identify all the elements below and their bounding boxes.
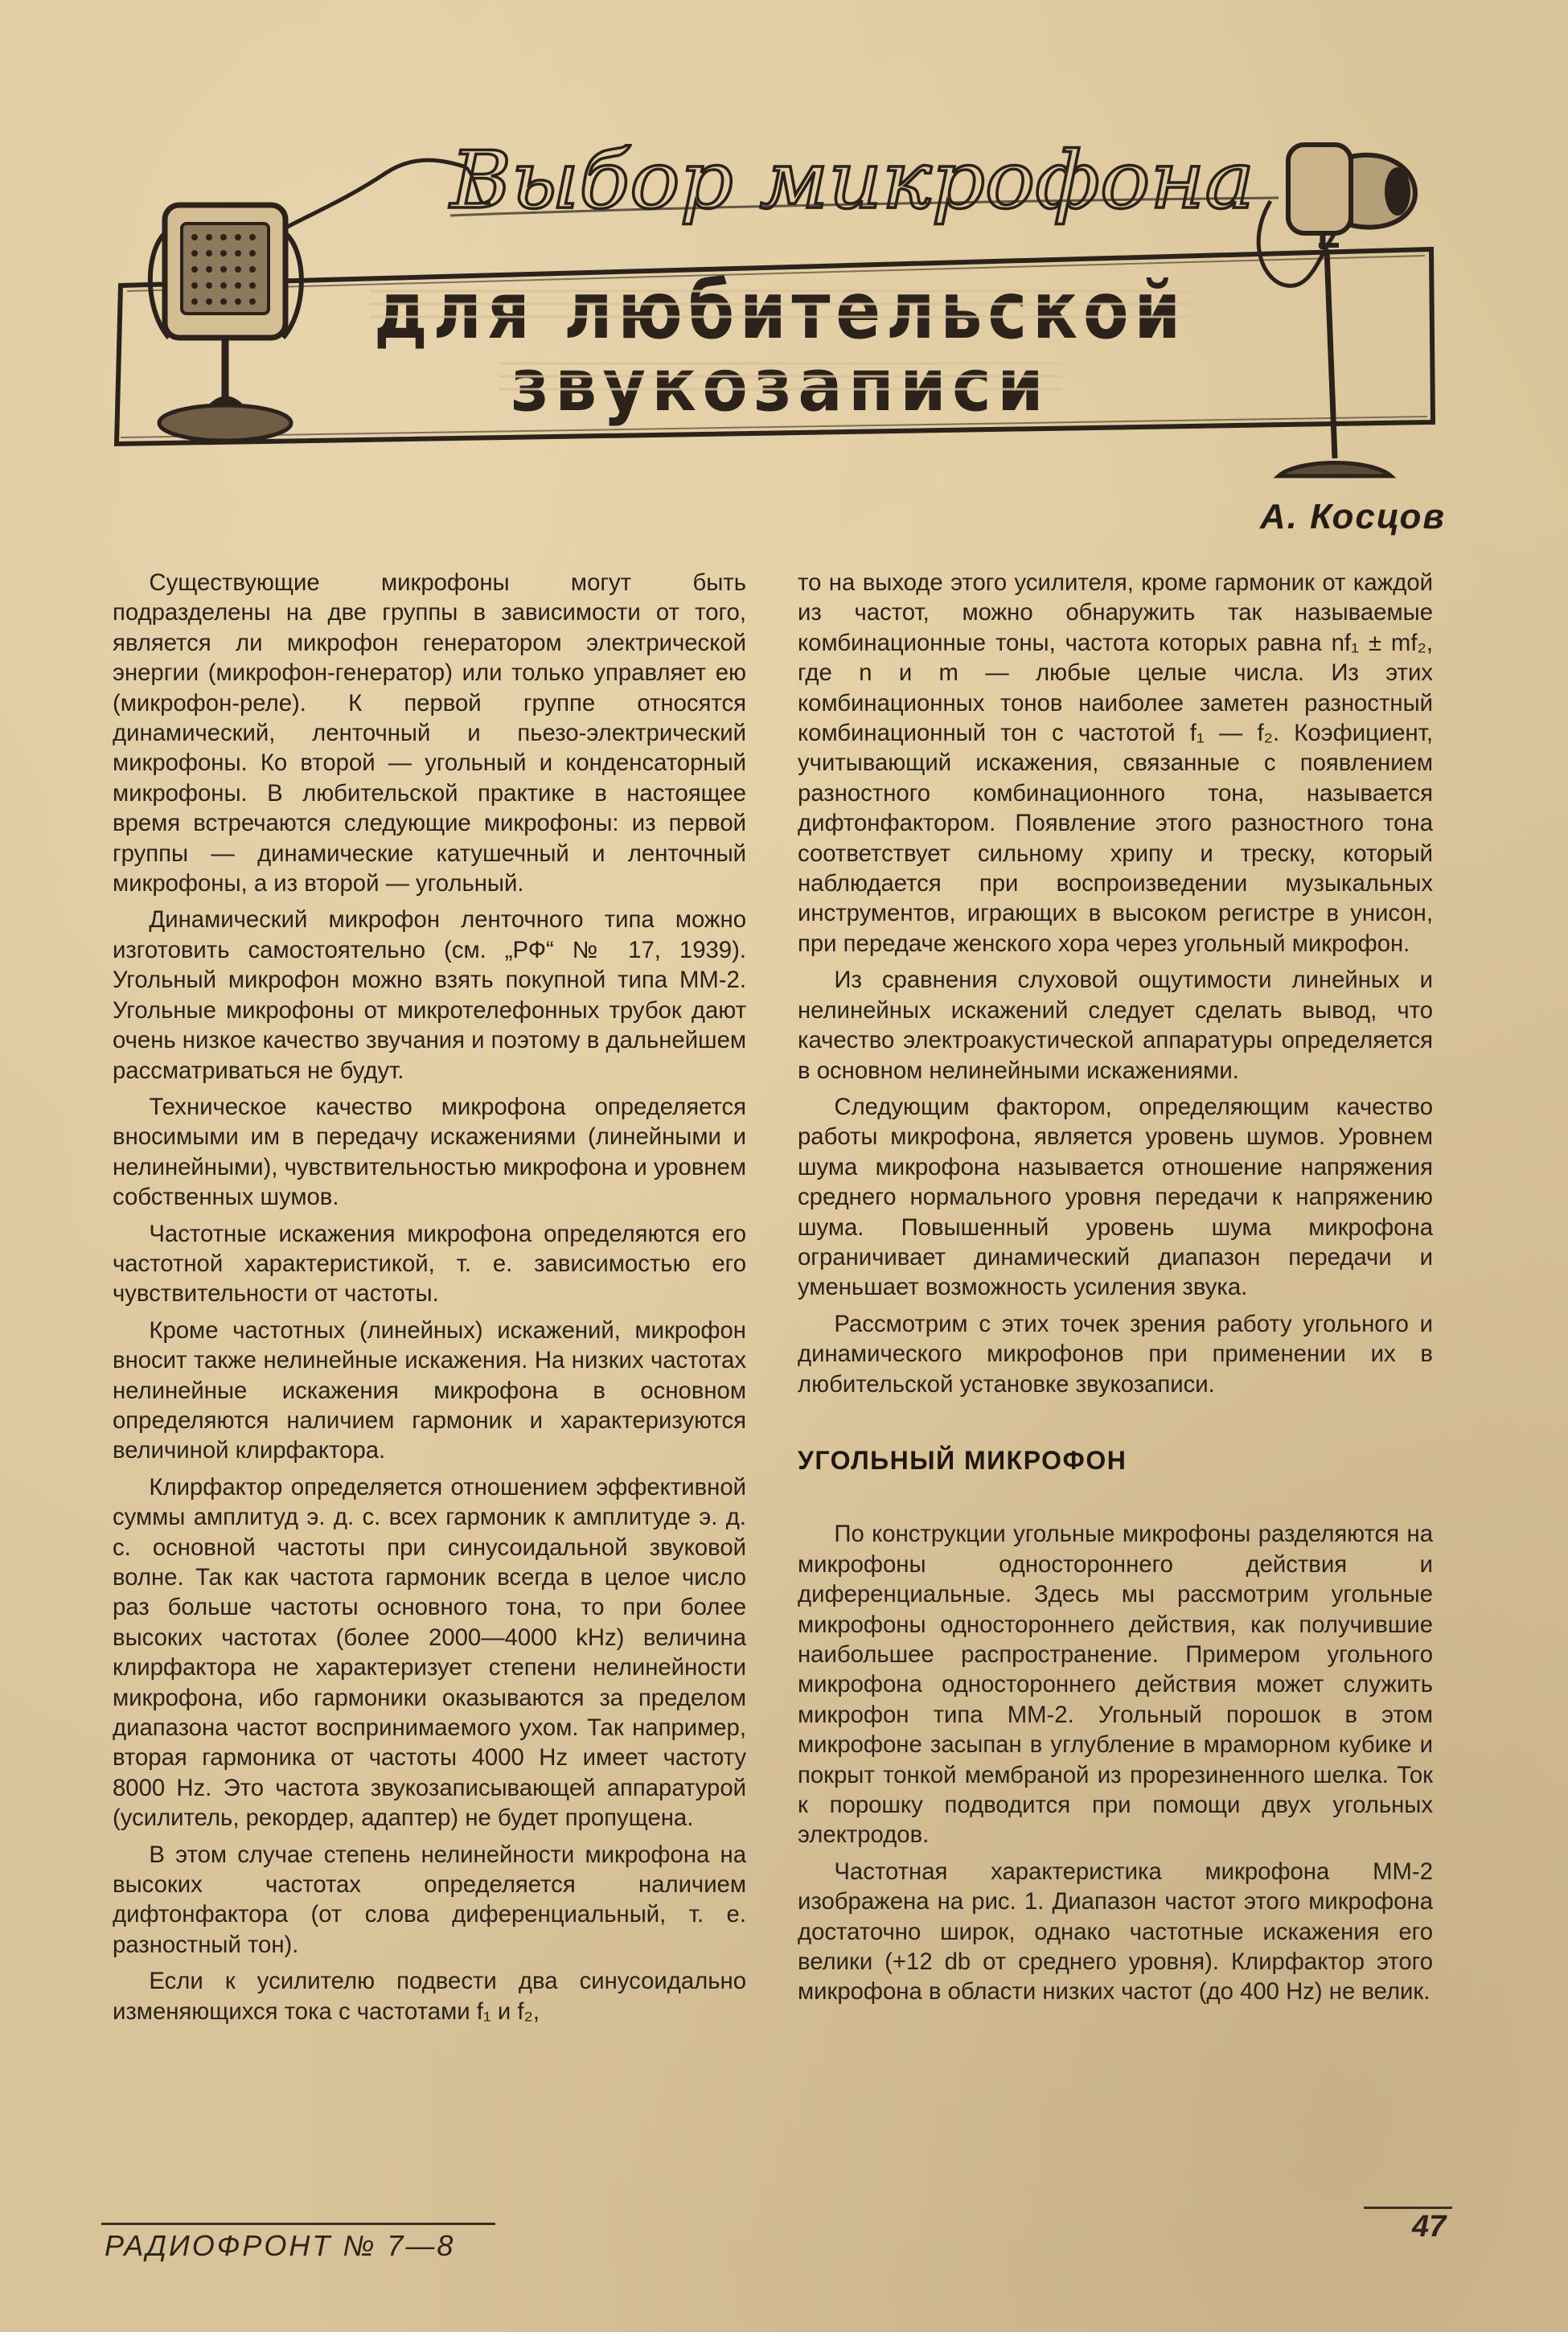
paragraph: Рассмотрим с этих точек зрения работу угольного и динамического микрофонов при применении их в любительской установке звукозаписи. (798, 1310, 1433, 1398)
paragraph: Частотная характеристика микрофона ММ-2 изображена на рис. 1. Диапазон частот этого микрофона достаточно широк, однако частотные искажения его велики (+12 db от среднего уровня). Клирфактор этого микрофона в области низких частот (до 400 Hz) не велик. (798, 1858, 1433, 2006)
author-name: А. Косцов (1259, 497, 1446, 536)
paragraph: В этом случае степень нелинейности микрофона на высоких частотах определяется наличием дифтонфактора (от слова диференциальный, т. е. разностный тон). (113, 1841, 746, 1958)
header-artwork (96, 113, 1463, 491)
page-number: 47 (1412, 2210, 1447, 2244)
paragraph: Из сравнения слуховой ощутимости линейных и нелинейных искажений следует сделать вывод, что качество электроакустической аппаратуры определяется в основном нелинейными искажениями. (798, 967, 1433, 1084)
paragraph: По конструкции угольные микрофоны разделяются на микрофоны одностороннего действия и диференциальные. Здесь мы рассмотрим угольные микрофоны одностороннего действия, как получившие наибольшее распространение. Примером угольного микрофона одностороннего действия может служить микрофон типа ММ-2. Угольный порошок в этом микрофоне засыпан в углубление в мраморном кубике и покрыт тонкой мембраной из прорезиненного шелка. Ток к порошку подводится при помощи двух угольных электродов. (798, 1521, 1433, 1849)
paragraph: Техническое качество микрофона определяется вносимыми им в передачу искажениями (линейными и нелинейными), чувствительностью микрофона и уровнем собственных шумов. (113, 1093, 746, 1211)
footer-rule (1364, 2207, 1452, 2209)
paragraph: Кроме частотных (линейных) искажений, микрофон вносит также нелинейные искажения. На низких частотах нелинейные искажения микрофона в основном определяются наличием гармоник и характеризуются величиной клирфактора. (113, 1316, 746, 1464)
paragraph: Следующим фактором, определяющим качество работы микрофона, является уровень шумов. Уровнем шума микрофона называется отношение напряжения среднего нормального уровня передачи к напряжению шума. Повышенный уровень шума микрофона ограничивает динамический диапазон передачи и уменьшает возможность усиления звука. (798, 1093, 1433, 1301)
left-column (113, 568, 746, 2026)
script-title: Выбор микрофона (448, 135, 1254, 227)
section-heading: УГОЛЬНЫЙ МИКРОФОН (798, 1445, 1127, 1475)
right-column (798, 568, 1433, 2007)
title-line-1: для любительской (374, 265, 1186, 357)
paragraph: Существующие микрофоны могут быть подразделены на две группы в зависимости от того, является ли микрофон генератором электрической энергии (микрофон-генератор) или только управляет ею (микрофон-реле). К первой группе относятся динамический, ленточный и пьезо-электрический микрофоны. Ко второй — угольный и конденсаторный микрофоны. В любительской практике в настоящее время встречаются следующие микрофоны: из первой группы — динамические катушечный и ленточный микрофоны, а из второй — угольный. (113, 569, 746, 897)
paragraph: Динамический микрофон ленточного типа можно изготовить самостоятельно (см. „РФ“ № 17, 1939). Угольный микрофон можно взять покупной типа ММ-2. Угольные микрофоны от микротелефонных трубок дают очень низкое качество звучания и поэтому в дальнейшем рассматриваться не будут. (113, 906, 746, 1084)
title-line-2: звукозаписи (511, 343, 1049, 428)
paragraph: Частотные искажения микрофона определяются его частотной характеристикой, т. е. зависимостью его чувствительности от частоты. (113, 1220, 746, 1308)
paragraph: Клирфактор определяется отношением эффективной суммы амплитуд э. д. с. всех гармоник к амплитуде э. д. с. основной частоты при синусоидальной звуковой волне. Так как частота гармоник всегда в целое число раз больше частоты основного тона, то при более высоких частотах (более 2000—4000 kHz) величина клирфактора не характеризует степени нелинейности микрофона, ибо гармоники оказываются за пределом диапазона частот воспринимаемого ухом. Так например, вторая гармоника от частоты 4000 Hz имеет частоту 8000 Hz. Это частота звукозаписывающей аппаратурой (усилитель, рекордер, адаптер) не будет пропущена. (113, 1473, 746, 1832)
paragraph: Если к усилителю подвести два синусоидально изменяющихся тока с частотами f₁ и f₂, (113, 1968, 746, 2025)
paragraph: то на выходе этого усилителя, кроме гармоник от каждой из частот, можно обнаружить так называемые комбинационные тоны, частота которых равна nf₁ ± mf₂, где n и m — любые целые числа. Из этих комбинационных тонов наиболее заметен разностный комбинационный тон с частотой f₁ — f₂. Коэфициент, учитывающий искажения, связанные с появлением разностного комбинационного тона, называется дифтонфактором. Появление этого разностного тона соответствует сильному хрипу и треску, который наблюдается при воспроизведении музыкальных инструментов, играющих в высоком регистре в унисон, при передаче женского хора через угольный микрофон. (798, 569, 1433, 957)
journal-name: РАДИОФРОНТ № 7—8 (105, 2229, 456, 2262)
footer-rule (101, 2223, 495, 2225)
